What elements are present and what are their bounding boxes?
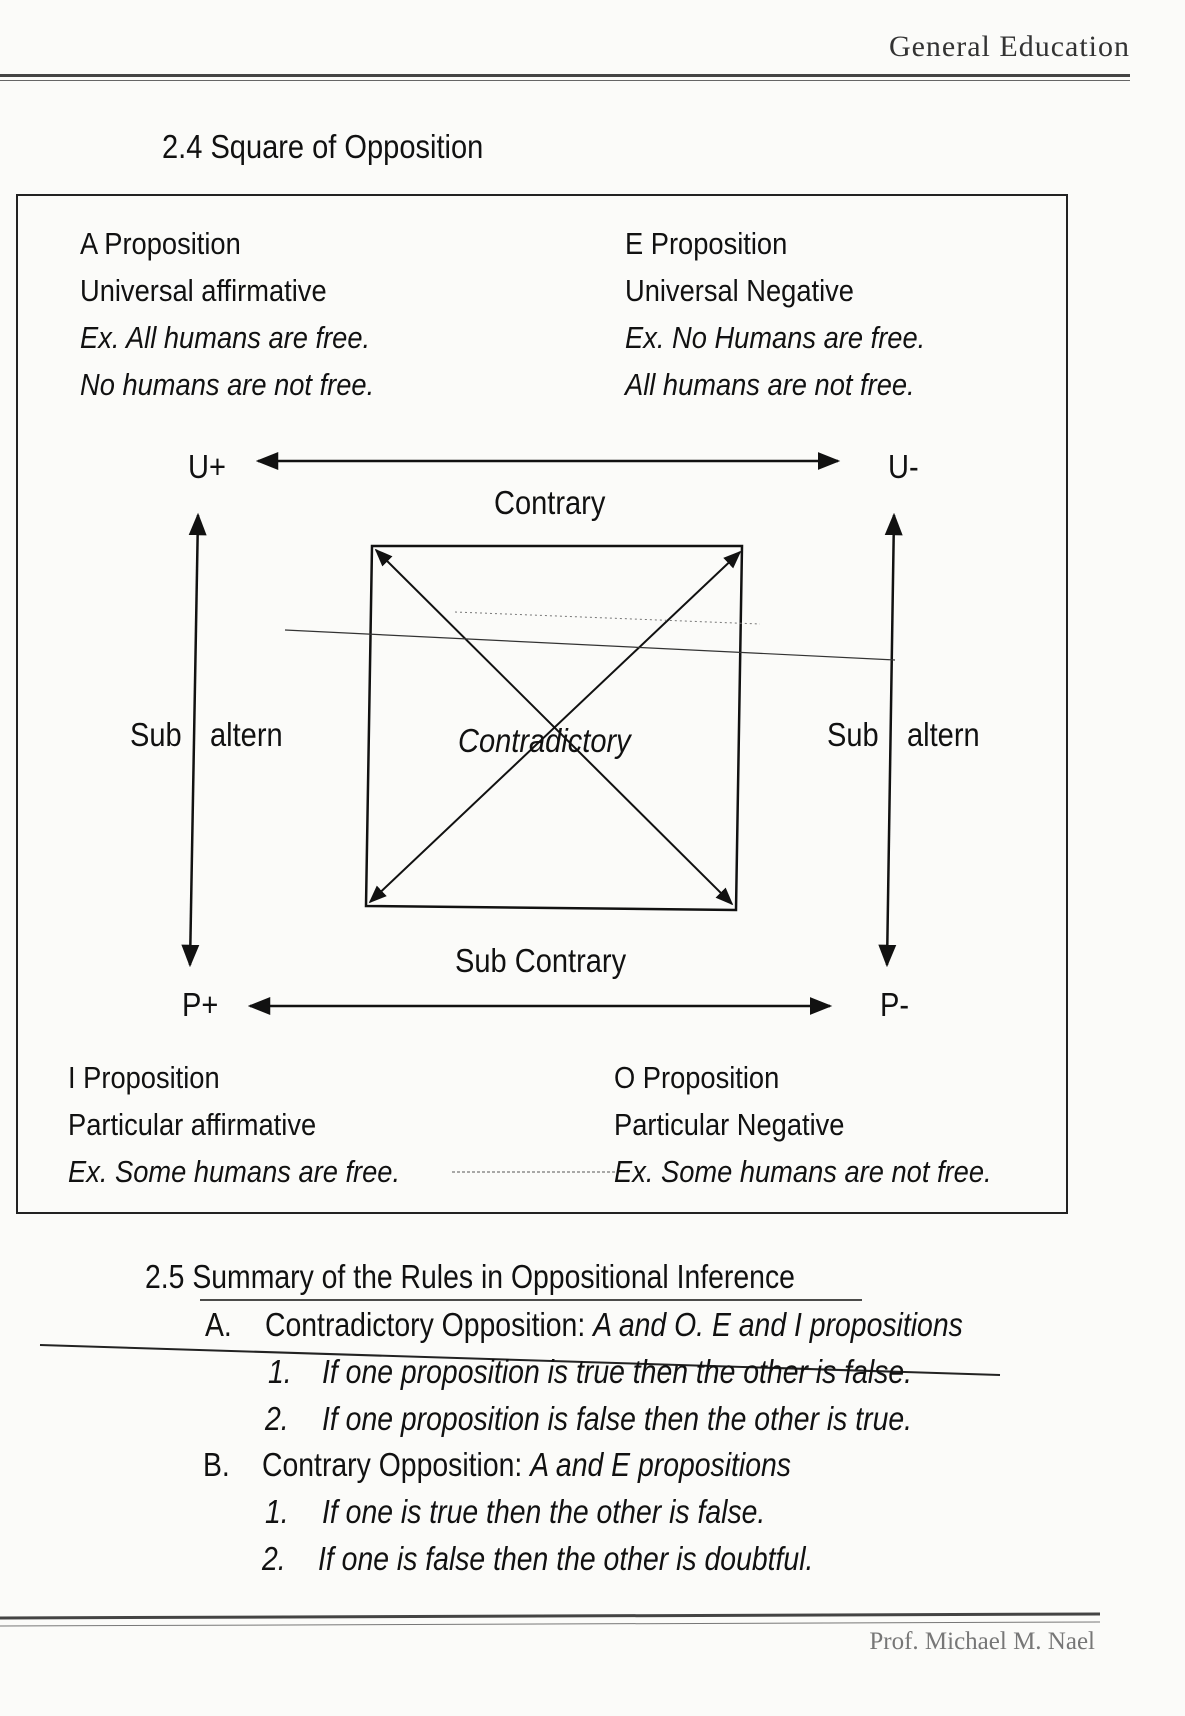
left-subaltern-label-b: altern [210, 716, 283, 753]
right-subaltern-label-a: Sub [827, 716, 879, 753]
summary-marker-b: B. [203, 1446, 230, 1483]
e-proposition-name: E Proposition [625, 226, 788, 261]
stray-line-dotted [455, 612, 760, 624]
footer-rule-thin [0, 1622, 1100, 1626]
summary-heading-a-text: Contradictory Opposition: [265, 1306, 594, 1343]
contrary-label: Contrary [494, 484, 606, 521]
o-proposition-block [614, 1054, 992, 1195]
left-subaltern-arrow [190, 515, 198, 965]
a-proposition-type: Universal affirmative [80, 273, 327, 308]
summary-heading-b-text: Contrary Opposition: [262, 1446, 531, 1483]
summary-heading-a-italic: A and O. E and I propositions [593, 1306, 963, 1343]
summary-heading-b [262, 1446, 791, 1484]
corner-label-u-minus: U- [888, 448, 919, 485]
summary-a-rule-2-number: 2. [265, 1400, 289, 1437]
summary-b-rule-2: If one is false then the other is doubtful. [318, 1540, 814, 1577]
i-proposition-name: I Proposition [68, 1060, 220, 1095]
o-proposition-example: Ex. Some humans are not free. [614, 1154, 992, 1189]
a-proposition-example-1: Ex. All humans are free. [80, 320, 371, 355]
summary-heading-b-italic: A and E propositions [530, 1446, 792, 1483]
summary-b-rule-1-number: 1. [265, 1493, 289, 1530]
summary-a-rule-1: If one proposition is true then the other is false. [322, 1353, 913, 1390]
summary-marker-a: A. [205, 1306, 232, 1343]
right-subaltern-label-b: altern [907, 716, 980, 753]
e-proposition-example-2: All humans are not free. [625, 367, 915, 402]
running-header: General Education [888, 30, 1130, 63]
footer-rule [0, 1614, 1100, 1618]
contradictory-label: Contradictory [458, 722, 631, 759]
summary-b-rule-2-number: 2. [262, 1540, 286, 1577]
stray-line [285, 630, 895, 660]
section-title: 2.4 Square of Opposition [162, 128, 484, 165]
i-proposition-example: Ex. Some humans are free. [68, 1154, 401, 1189]
i-proposition-block [68, 1054, 400, 1195]
left-subaltern-label-a: Sub [130, 716, 182, 753]
i-proposition-type: Particular affirmative [68, 1107, 317, 1142]
e-proposition-example-1: Ex. No Humans are free. [625, 320, 926, 355]
o-proposition-type: Particular Negative [614, 1107, 845, 1142]
summary-a-rule-1-number: 1. [268, 1353, 292, 1390]
right-subaltern-arrow [887, 515, 894, 965]
sub-contrary-label: Sub Contrary [455, 942, 627, 979]
corner-label-u-plus: U+ [188, 448, 226, 485]
summary-a-rule-2: If one proposition is false then the other is true. [322, 1400, 913, 1437]
o-proposition-name: O Proposition [614, 1060, 780, 1095]
summary-title: 2.5 Summary of the Rules in Oppositional Inference [145, 1258, 795, 1295]
summary-heading-a [265, 1306, 963, 1344]
corner-label-p-minus: P- [880, 986, 910, 1023]
corner-label-p-plus: P+ [182, 986, 219, 1023]
e-proposition-type: Universal Negative [625, 273, 854, 308]
summary-b-rule-1: If one is true then the other is false. [322, 1493, 766, 1530]
footer-author: Prof. Michael M. Nael [869, 1628, 1095, 1655]
a-proposition-example-2: No humans are not free. [80, 367, 375, 402]
a-proposition-name: A Proposition [80, 226, 241, 261]
